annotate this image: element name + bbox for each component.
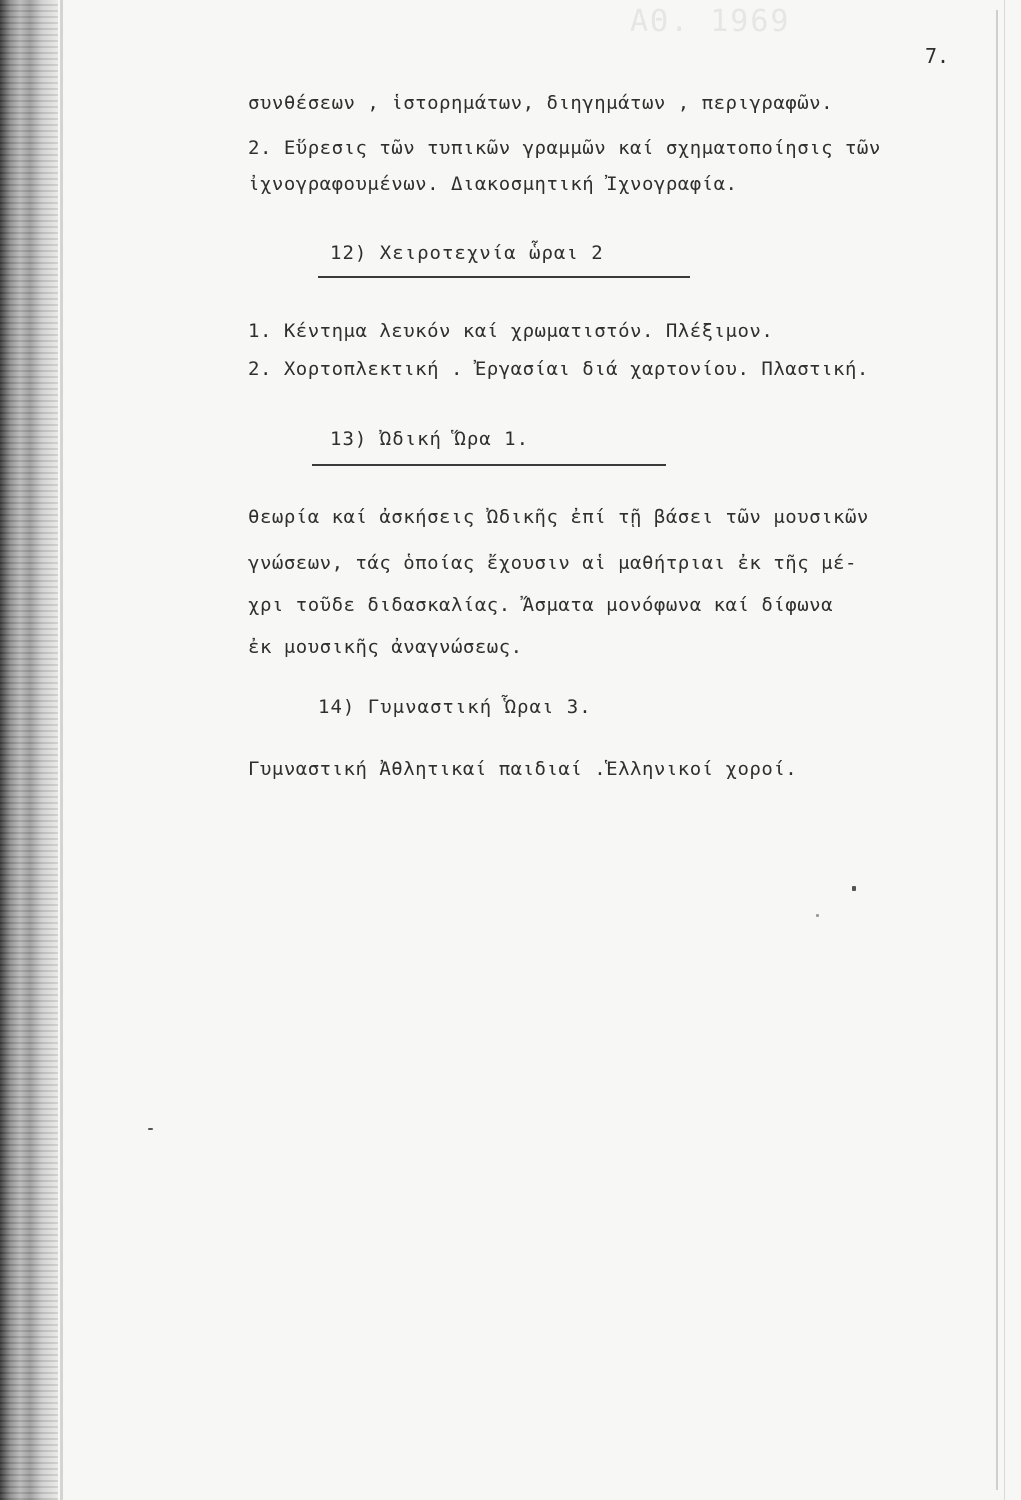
section-14-heading: 14) Γυμναστική Ὧραι 3. bbox=[318, 696, 592, 718]
section-12-heading: 12) Χειροτεχνία ὧραι 2 bbox=[330, 242, 604, 264]
text-line-2: 2. Εὕρεσις τῶν τυπικῶν γραμμῶν καί σχηματοποίησις τῶν bbox=[248, 137, 881, 159]
page-edge-line bbox=[996, 10, 998, 1490]
section-13-line-1: θεωρία καί ἀσκήσεις Ὠδικῆς ἐπί τῇ βάσει τῶν μουσικῶν bbox=[248, 506, 869, 528]
section-13-line-3: χρι τοῦδε διδασκαλίας. Ἄσματα μονόφωνα καί δίφωνα bbox=[248, 594, 834, 616]
faint-stamp: ΑΘ. 1969 bbox=[630, 4, 791, 39]
text-line-1: συνθέσεων , ἱστορημάτων, διηγημάτων , περιγραφῶν. bbox=[248, 92, 834, 114]
section-13-line-4: ἐκ μουσικῆς ἀναγνώσεως. bbox=[248, 636, 523, 658]
page-number: 7. bbox=[925, 44, 950, 68]
ink-speck bbox=[148, 1128, 153, 1130]
fold-line bbox=[60, 0, 63, 1500]
page-edge-line-outer bbox=[1004, 0, 1005, 1500]
section-14-line-1: Γυμναστική Ἀθλητικαί παιδιαί .Ἑλληνικοί χοροί. bbox=[248, 758, 798, 780]
section-13-line-2: γνώσεων, τάς ὁποίας ἔχουσιν αἱ μαθήτριαι ἐκ τῆς μέ- bbox=[248, 552, 857, 574]
section-13-underline bbox=[312, 464, 666, 466]
section-13-heading: 13) Ὠδική Ὥρα 1. bbox=[330, 428, 530, 450]
ink-speck bbox=[816, 914, 819, 917]
section-12-item-2: 2. Χορτοπλεκτική . Ἐργασίαι διά χαρτονίου. Πλαστική. bbox=[248, 358, 869, 380]
section-12-underline bbox=[318, 276, 690, 278]
text-line-3: ἰχνογραφουμένων. Διακοσμητική Ἰχνογραφία. bbox=[248, 173, 738, 195]
binding-texture bbox=[0, 0, 58, 1500]
ink-speck bbox=[852, 886, 856, 891]
section-12-item-1: 1. Κέντημα λευκόν καί χρωματιστόν. Πλέξιμον. bbox=[248, 320, 774, 342]
